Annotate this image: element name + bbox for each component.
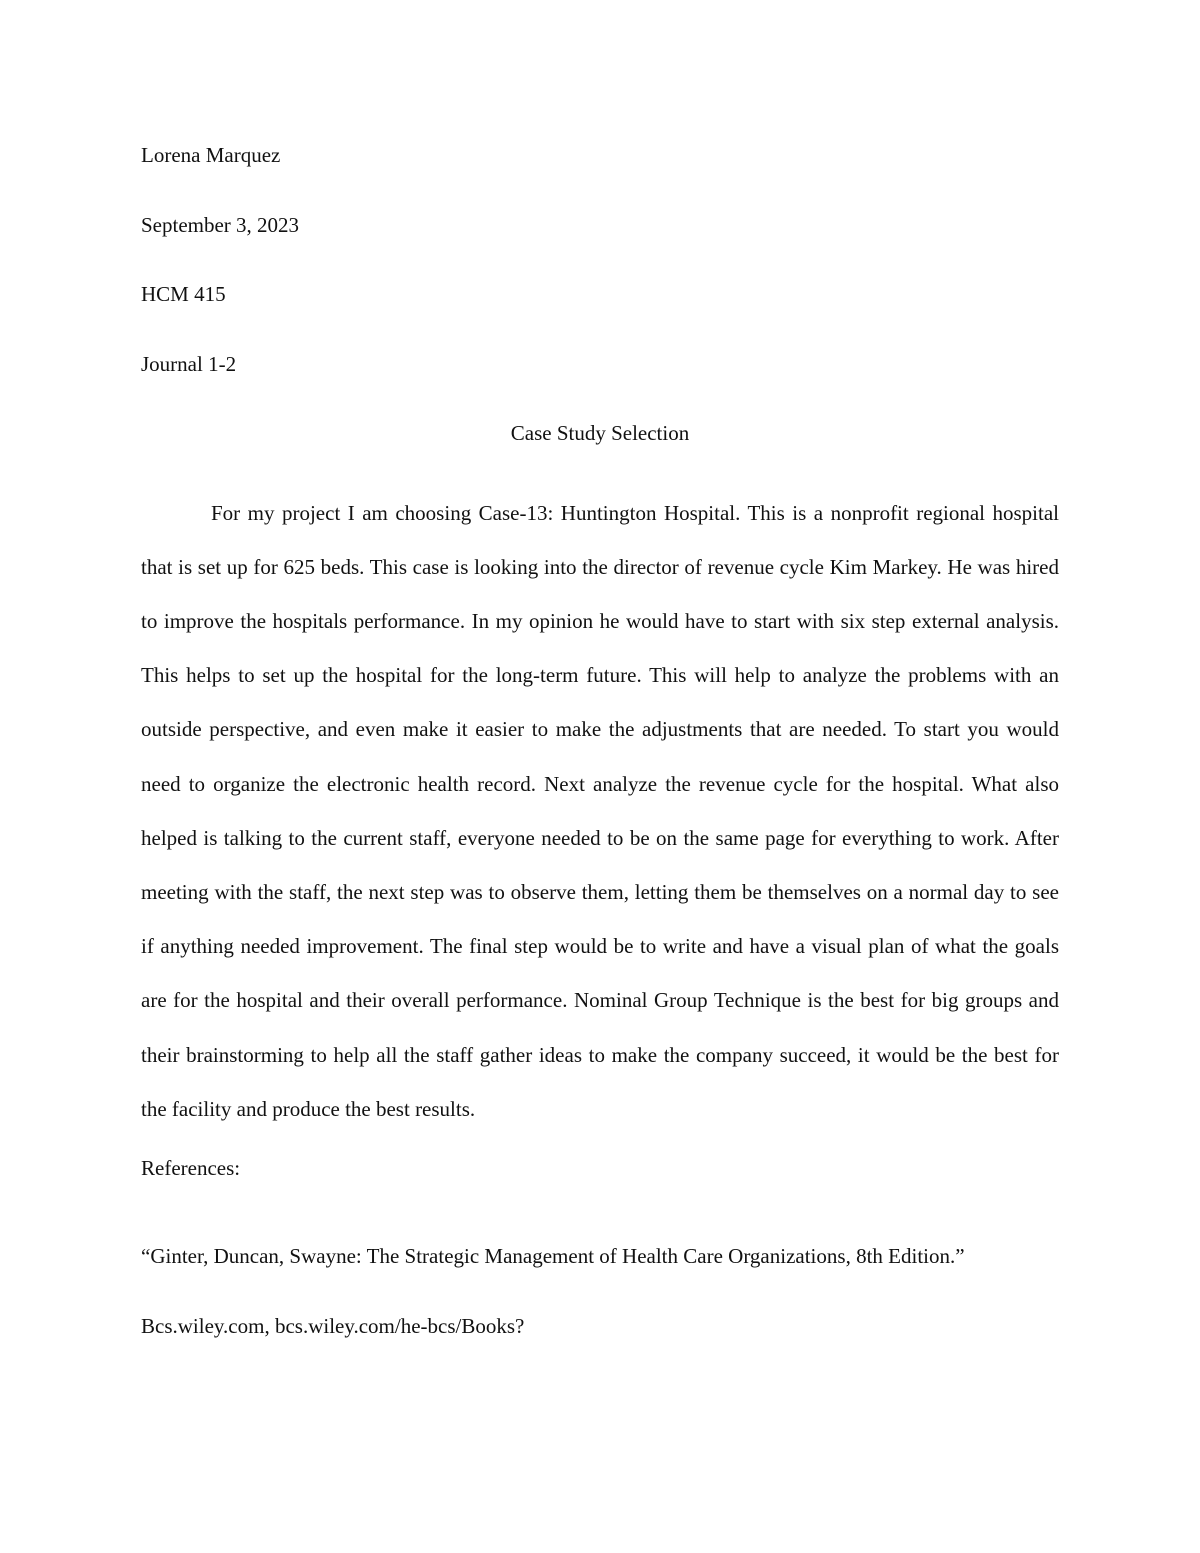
document-content [141, 138, 1059, 1361]
reference-entry: “Ginter, Duncan, Swayne: The Strategic Management of Health Care Organizations, 8th Edition.” Bcs.wiley.com, bcs.wiley.com/he-bcs/Books? [141, 1243, 965, 1338]
body-paragraph: For my project I am choosing Case-13: Huntington Hospital. This is a nonprofit regional hospital that is set up for 625 beds. This case is looking into the director of revenue cycle Kim Markey. He was hired to improve the hospitals performance. In my opinion he would have to start with six step external analysis. This helps to set up the hospital for the long-term future. This will help to analyze the problems with an outside perspective, and even make it easier to make the adjustments that are needed. To start you would need to organize the electronic health record. Next analyze the revenue cycle for the hospital. What also helped is talking to the current staff, everyone needed to be on the same page for everything to work. After meeting with the staff, the next step was to observe them, letting them be themselves on a normal day to see if anything needed improvement. The final step would be to write and have a visual plan of what the goals are for the hospital and their overall performance. Nominal Group Technique is the best for big groups and their brainstorming to help all the staff gather ideas to make the company succeed, it would be the best for the facility and produce the best results. [141, 500, 1059, 1121]
document-date: September 3, 2023 [141, 212, 300, 237]
assignment-name: Journal 1-2 [141, 351, 237, 376]
document-title: Case Study Selection [510, 421, 690, 445]
references-heading: References: [141, 1155, 241, 1180]
course-code: HCM 415 [141, 282, 226, 306]
student-name: Lorena Marquez [141, 143, 281, 167]
